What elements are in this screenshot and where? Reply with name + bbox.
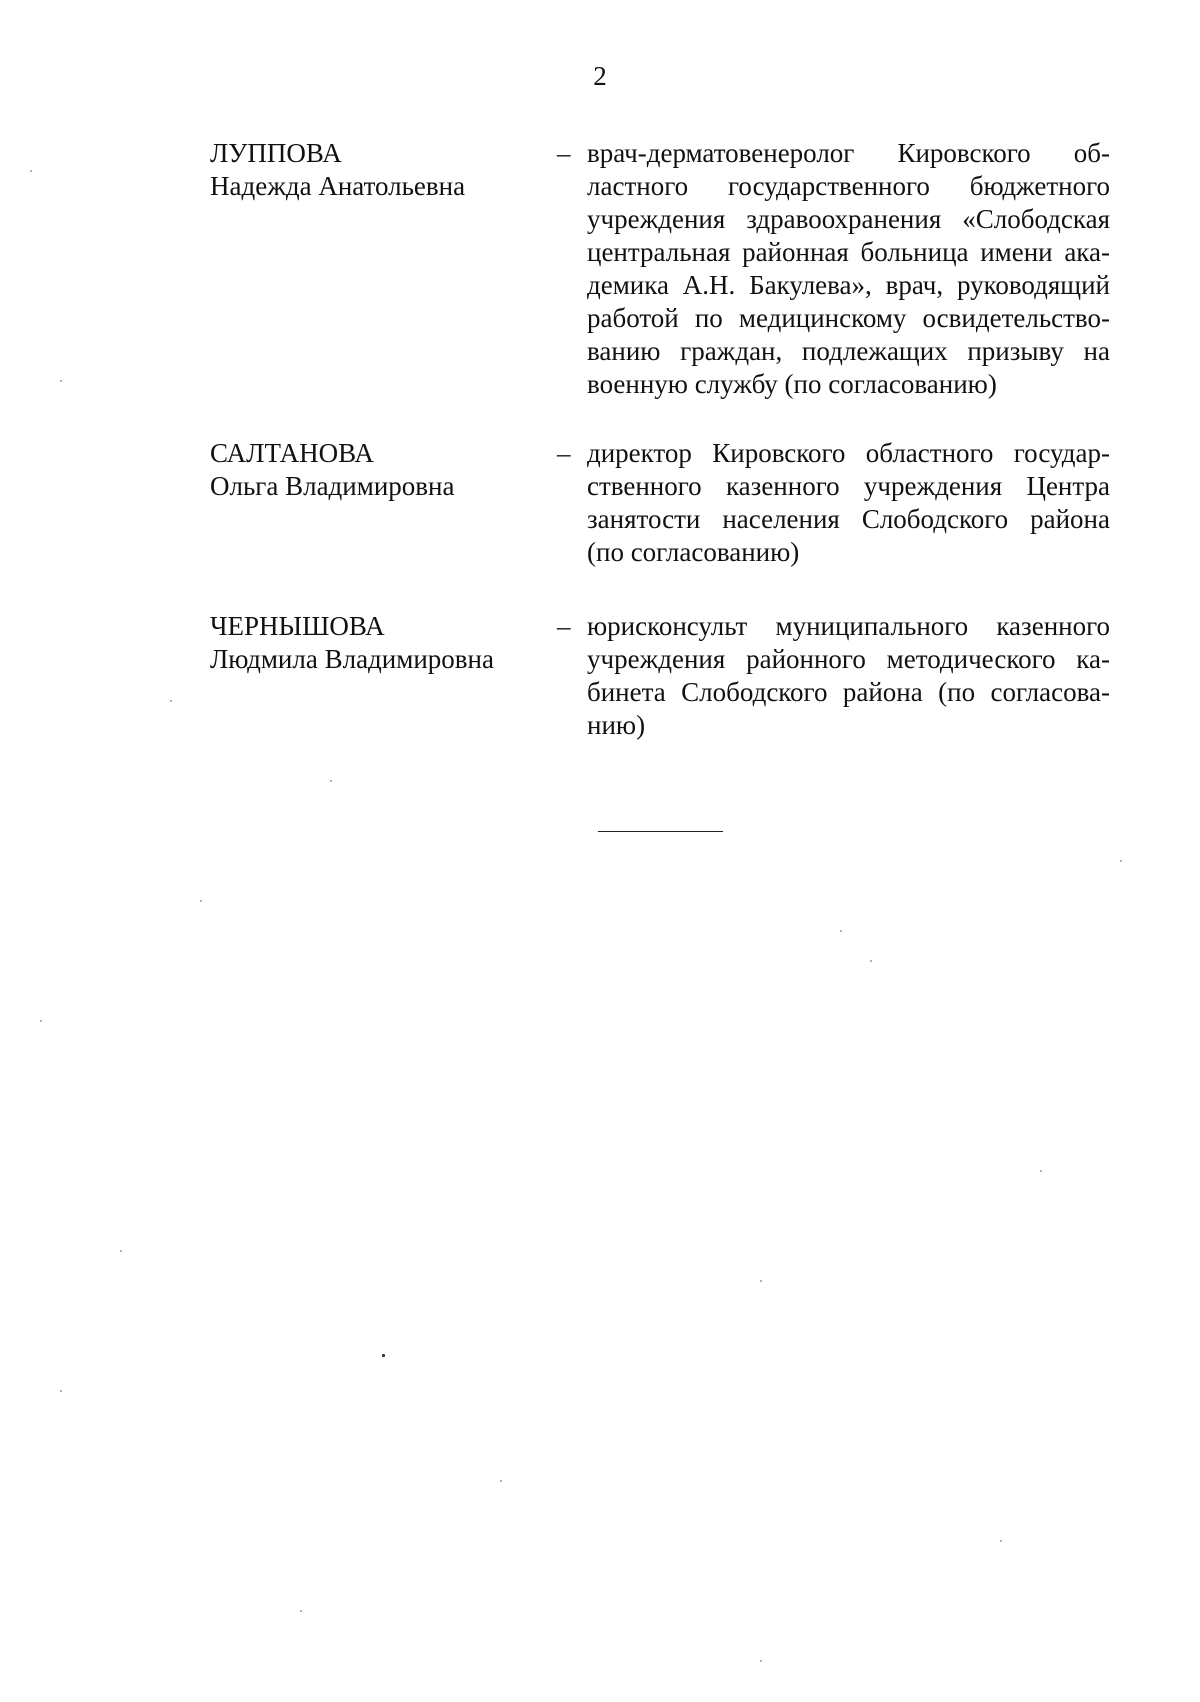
position-line: юрисконсульт муниципального казенного	[587, 611, 1110, 641]
member-given-names: Людмила Владимировна	[210, 644, 494, 674]
member-position	[587, 137, 1110, 401]
position-line: врач-дерматовенеролог Кировского об-	[587, 138, 1110, 168]
member-position	[587, 610, 1110, 742]
position-line: нию)	[587, 710, 646, 740]
member-given-names: Ольга Владимировна	[210, 471, 455, 501]
member-surname: ЛУППОВА	[210, 138, 342, 168]
end-separator-line	[598, 831, 723, 832]
position-line: занятости населения Слободского района	[587, 504, 1110, 534]
dash-separator: –	[557, 611, 571, 641]
position-line: ственного казенного учреждения Центра	[587, 471, 1110, 501]
member-name	[210, 437, 540, 503]
member-given-names: Надежда Анатольевна	[210, 171, 466, 201]
position-line: ванию граждан, подлежащих призыву на	[587, 336, 1110, 366]
member-name	[210, 610, 540, 676]
page-number: 2	[593, 61, 607, 91]
position-line: ластного государственного бюджетного	[587, 171, 1110, 201]
position-line: центральная районная больница имени ака-	[587, 237, 1110, 267]
position-line: демика А.Н. Бакулева», врач, руководящий	[587, 270, 1110, 300]
position-line: работой по медицинскому освидетельство-	[587, 303, 1110, 333]
position-line: (по согласованию)	[587, 537, 800, 567]
dash-separator: –	[557, 138, 571, 168]
position-line: учреждения районного методического ка-	[587, 644, 1110, 674]
position-line: бинета Слободского района (по согласова-	[587, 677, 1110, 707]
member-surname: ЧЕРНЫШОВА	[210, 611, 385, 641]
member-position	[587, 437, 1110, 569]
position-line: военную службу (по согласованию)	[587, 369, 997, 399]
member-surname: САЛТАНОВА	[210, 438, 374, 468]
member-name	[210, 137, 540, 203]
position-line: директор Кировского областного государ-	[587, 438, 1110, 468]
position-line: учреждения здравоохранения «Слободская	[587, 204, 1110, 234]
dash-separator: –	[557, 438, 571, 468]
